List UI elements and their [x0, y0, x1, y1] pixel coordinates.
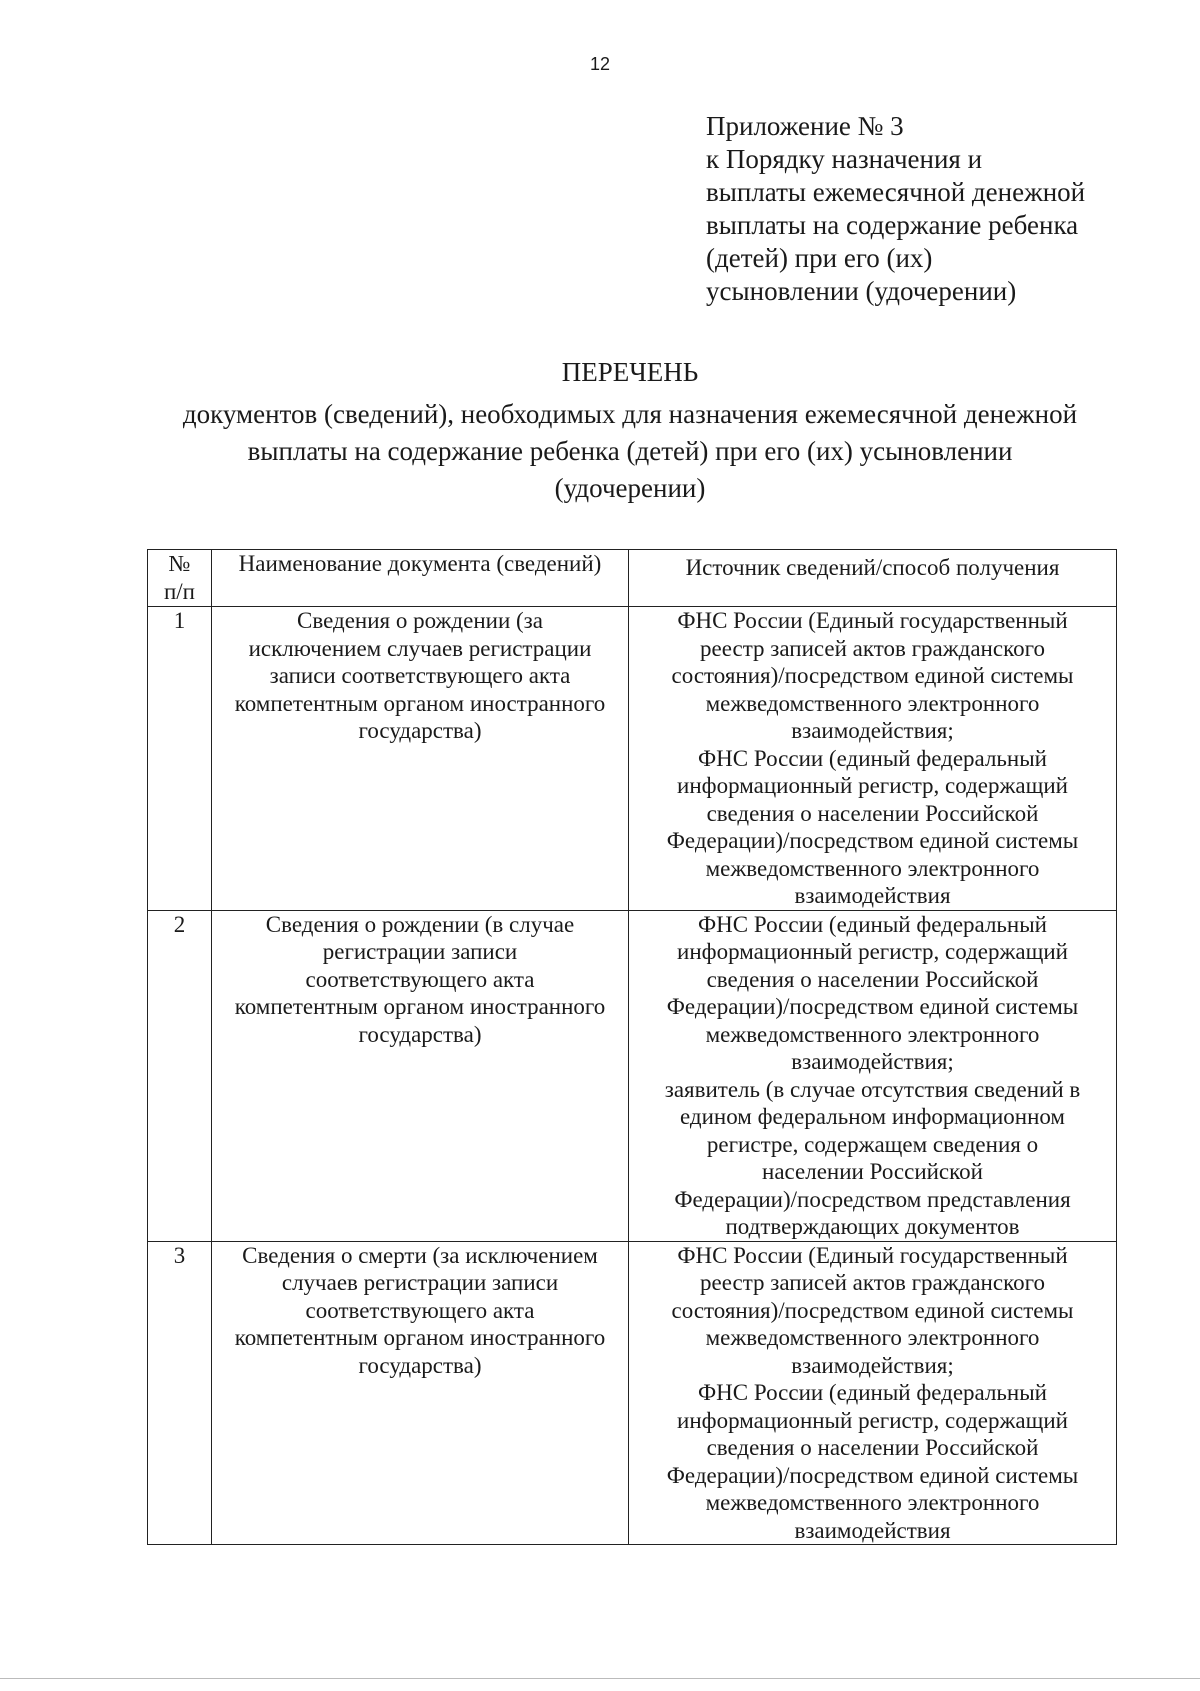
source-line: едином федеральном информационном — [680, 1104, 1065, 1129]
table-row — [148, 910, 1117, 1241]
appendix-line: выплаты ежемесячной денежной — [706, 177, 1086, 207]
document-name-cell — [212, 607, 629, 911]
table-row — [148, 1241, 1117, 1545]
table-header-row — [148, 550, 1117, 607]
source-line: регистре, содержащем сведения о — [706, 1131, 1039, 1157]
document-name-line: государства) — [358, 1021, 482, 1047]
source-line: межведомственного электронного — [705, 1490, 1040, 1515]
source-line: реестр записей актов гражданского — [700, 1270, 1045, 1295]
source-line: Федерации)/посредством единой системы — [666, 1462, 1079, 1488]
source-line: межведомственного электронного — [705, 1021, 1040, 1047]
row-number: 1 — [148, 607, 212, 911]
source-line: информационный регистр, содержащий — [677, 939, 1068, 964]
appendix-line: Приложение № 3 — [706, 111, 904, 141]
source-line: сведения о населении Российской — [706, 1435, 1039, 1460]
document-name-line: компетентным органом иностранного — [234, 690, 606, 716]
scan-edge-line — [0, 1678, 1200, 1679]
source-cell — [629, 910, 1117, 1241]
table-body — [148, 607, 1117, 1545]
document-name-line: компетентным органом иностранного — [234, 994, 606, 1019]
document-name-line: Сведения о смерти (за исключением — [242, 1242, 598, 1268]
source-line: ФНС России (Единый государственный — [677, 1242, 1068, 1268]
source-line: взаимодействия — [794, 1517, 951, 1543]
document-name-line: случаев регистрации записи — [281, 1270, 559, 1295]
source-line: межведомственного электронного — [705, 855, 1040, 881]
source-line: ФНС России (единый федеральный — [697, 911, 1047, 937]
documents-table — [147, 549, 1117, 1545]
row-number: 2 — [148, 910, 212, 1241]
source-line: ФНС России (единый федеральный — [697, 745, 1047, 771]
header-document-name: Наименование документа (сведений) — [212, 550, 629, 607]
subtitle-line: документов (сведений), необходимых для назначения ежемесячной денежной — [182, 399, 1078, 429]
source-line: Федерации)/посредством единой системы — [666, 828, 1079, 853]
source-line: состояния)/посредством единой системы — [671, 663, 1074, 688]
document-name-line: государства) — [358, 1352, 482, 1378]
source-cell — [629, 607, 1117, 911]
document-name-line: Сведения о рождении (за — [297, 608, 543, 633]
appendix-line: к Порядку назначения и — [706, 144, 983, 174]
document-name-line: соответствующего акта — [305, 1297, 535, 1323]
source-line: Федерации)/посредством представления — [674, 1186, 1071, 1212]
source-line: ФНС России (единый федеральный — [697, 1380, 1047, 1405]
source-line: сведения о населении Российской — [706, 800, 1039, 826]
source-line: межведомственного электронного — [705, 690, 1040, 716]
source-line: состояния)/посредством единой системы — [671, 1297, 1074, 1323]
source-line: подтверждающих документов — [725, 1214, 1020, 1239]
document-name-line: записи соответствующего акта — [269, 663, 571, 688]
table-row — [148, 607, 1117, 911]
source-line: ФНС России (Единый государственный — [677, 608, 1068, 633]
source-line: заявитель (в случае отсутствия сведений в — [664, 1076, 1081, 1102]
appendix-line: (детей) при его (их) — [706, 243, 933, 273]
header-number — [148, 550, 212, 607]
appendix-line: усыновлении (удочерении) — [706, 276, 1017, 306]
source-line: реестр записей актов гражданского — [700, 635, 1045, 661]
document-name-line: исключением случаев регистрации — [248, 635, 592, 661]
header-number-line: п/п — [163, 578, 195, 604]
source-line: взаимодействия — [794, 883, 951, 908]
document-name-line: государства) — [358, 718, 482, 743]
subtitle-line: выплаты на содержание ребенка (детей) при его (их) усыновлении — [247, 436, 1013, 466]
document-title: ПЕРЕЧЕНЬ — [561, 357, 699, 387]
source-line: межведомственного электронного — [705, 1325, 1040, 1350]
document-name-line: регистрации записи — [322, 939, 518, 964]
source-line: взаимодействия; — [791, 1352, 954, 1378]
document-name-line: компетентным органом иностранного — [234, 1325, 606, 1350]
appendix-line: выплаты на содержание ребенка — [706, 210, 1079, 240]
header-source: Источник сведений/способ получения — [629, 550, 1117, 607]
source-line: Федерации)/посредством единой системы — [666, 994, 1079, 1019]
source-line: сведения о населении Российской — [706, 966, 1039, 992]
document-name-line: Сведения о рождении (в случае — [265, 911, 575, 937]
document-subtitle — [130, 396, 1130, 507]
source-cell — [629, 1241, 1117, 1545]
document-name-line: соответствующего акта — [305, 966, 535, 992]
source-line: населении Российской — [762, 1159, 983, 1184]
subtitle-line: (удочерении) — [554, 473, 706, 503]
source-line: взаимодействия; — [791, 718, 954, 743]
source-line: информационный регистр, содержащий — [677, 1407, 1068, 1433]
document-name-cell — [212, 910, 629, 1241]
appendix-heading — [706, 110, 1176, 308]
source-line: информационный регистр, содержащий — [677, 773, 1068, 798]
header-number-line: № — [168, 551, 191, 576]
source-line: взаимодействия; — [791, 1049, 954, 1074]
page-number: 12 — [589, 54, 611, 74]
document-name-cell — [212, 1241, 629, 1545]
row-number: 3 — [148, 1241, 212, 1545]
